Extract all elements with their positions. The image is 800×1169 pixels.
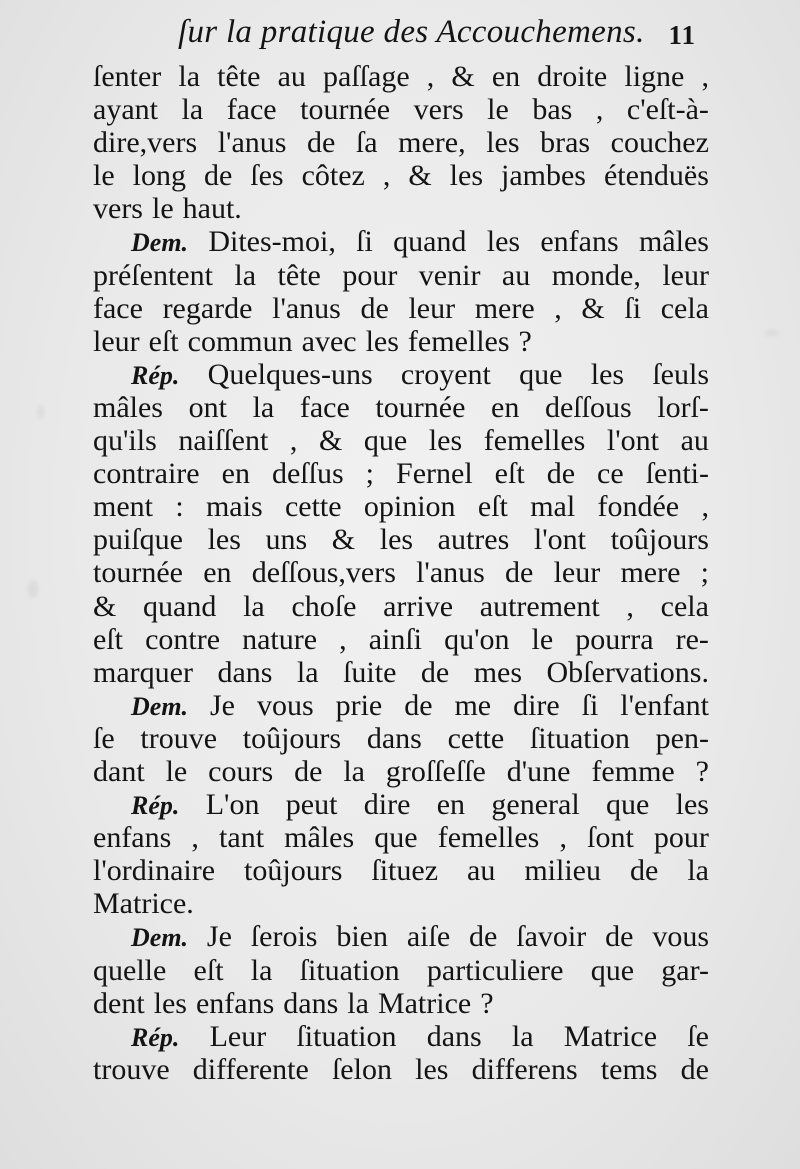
word: cette bbox=[284, 490, 342, 524]
word: dent bbox=[93, 986, 145, 1020]
word: en bbox=[491, 390, 520, 424]
word: préſentent bbox=[93, 258, 213, 292]
word: Matrice bbox=[563, 1019, 658, 1053]
word: Matrice. bbox=[93, 887, 194, 921]
word: Quelques-uns bbox=[207, 357, 373, 391]
word: au bbox=[501, 258, 531, 292]
word: face bbox=[226, 93, 277, 127]
word: dans bbox=[283, 986, 339, 1020]
word: tête bbox=[217, 60, 261, 93]
word: autrement bbox=[479, 589, 600, 623]
paper-spot bbox=[38, 405, 44, 419]
word: , bbox=[626, 589, 634, 623]
word: & bbox=[408, 159, 432, 193]
word: le bbox=[151, 192, 174, 226]
word: croyent bbox=[400, 357, 491, 391]
word: de bbox=[680, 1052, 709, 1086]
word: mâles bbox=[638, 225, 709, 259]
word: : bbox=[175, 490, 184, 524]
word: l'ordinaire bbox=[93, 854, 216, 888]
word: la bbox=[243, 589, 265, 623]
word: deſſous,vers bbox=[251, 556, 396, 590]
word: & bbox=[331, 523, 356, 557]
word: , bbox=[382, 159, 391, 193]
word: la bbox=[687, 854, 709, 888]
word: femelles bbox=[483, 424, 586, 458]
word: mere bbox=[474, 291, 535, 325]
word: leur bbox=[93, 324, 140, 358]
word: peut bbox=[285, 788, 338, 822]
word: & bbox=[581, 291, 605, 325]
word: jambes bbox=[500, 159, 586, 193]
text-line bbox=[93, 1020, 709, 1053]
word: cela bbox=[660, 589, 709, 623]
word: Fernel bbox=[396, 457, 473, 491]
word: , bbox=[191, 821, 199, 855]
word: enfans bbox=[195, 986, 275, 1020]
word: Leur bbox=[209, 1019, 267, 1053]
word: les bbox=[449, 159, 483, 193]
word: que bbox=[363, 424, 408, 458]
word: l'anus bbox=[416, 556, 485, 590]
text-line bbox=[93, 259, 709, 292]
word: ſes bbox=[250, 159, 284, 193]
word: , bbox=[426, 60, 435, 93]
word: , bbox=[559, 821, 567, 855]
word: commun bbox=[187, 324, 293, 358]
word: milieu bbox=[524, 854, 601, 888]
word: la bbox=[343, 754, 365, 788]
word: puiſque bbox=[93, 523, 183, 557]
text-line bbox=[93, 722, 709, 755]
word: en bbox=[221, 457, 250, 491]
word: c'eſt-à- bbox=[626, 93, 709, 127]
word: femme bbox=[591, 754, 675, 788]
word: côtez bbox=[301, 159, 365, 193]
word: , bbox=[701, 60, 709, 93]
word: ſerois bbox=[250, 920, 318, 954]
word: de bbox=[546, 457, 576, 491]
word: mal bbox=[530, 490, 576, 524]
text-line bbox=[93, 159, 709, 192]
word: au bbox=[680, 424, 709, 458]
word: les bbox=[415, 1052, 449, 1086]
word: deſſous bbox=[544, 390, 632, 424]
word: autres bbox=[437, 523, 510, 557]
word: que bbox=[606, 788, 650, 822]
word: contre bbox=[145, 622, 221, 656]
text-line bbox=[93, 225, 709, 258]
word: les bbox=[486, 126, 520, 160]
word: & bbox=[451, 60, 475, 93]
word: de bbox=[294, 754, 323, 788]
word: trouve bbox=[93, 1052, 170, 1086]
word: ſi bbox=[624, 291, 642, 325]
word: le bbox=[93, 159, 115, 193]
word: tournée bbox=[375, 390, 466, 424]
text-line bbox=[93, 126, 709, 159]
word: en bbox=[436, 788, 466, 822]
text-line bbox=[93, 292, 709, 325]
word: ſe bbox=[687, 1019, 709, 1053]
text-body bbox=[93, 60, 709, 1086]
text-line bbox=[93, 854, 709, 887]
word: ment bbox=[93, 490, 153, 524]
word: ſituation bbox=[529, 721, 630, 755]
word: les bbox=[153, 986, 187, 1020]
word: arrive bbox=[383, 589, 454, 623]
word: en bbox=[203, 556, 232, 590]
word: dire bbox=[513, 688, 560, 722]
word: ; bbox=[700, 556, 709, 590]
word: la bbox=[234, 258, 257, 292]
word: eſt bbox=[477, 490, 508, 524]
word: ont bbox=[188, 390, 227, 424]
text-line bbox=[93, 1053, 709, 1086]
word: fondée bbox=[597, 490, 680, 524]
word: Je bbox=[210, 688, 235, 722]
word: eſt bbox=[93, 622, 123, 656]
speaker-label: Dem. bbox=[131, 923, 189, 953]
word: long bbox=[132, 159, 186, 193]
text-line bbox=[93, 523, 709, 556]
word: ſituation bbox=[296, 1019, 397, 1053]
text-line bbox=[93, 755, 709, 788]
word: de bbox=[203, 159, 233, 193]
word: vers bbox=[413, 93, 464, 127]
word: ſavoir bbox=[516, 920, 587, 954]
word: leur bbox=[553, 556, 601, 590]
word: mes bbox=[473, 655, 523, 689]
speaker-label: Dem. bbox=[131, 691, 189, 721]
word: de bbox=[505, 556, 534, 590]
word: bras bbox=[540, 126, 591, 160]
text-line bbox=[93, 358, 709, 391]
word: mâles bbox=[93, 390, 163, 424]
word: cela bbox=[660, 291, 709, 325]
text-line bbox=[93, 623, 709, 656]
word: l'ont bbox=[606, 424, 659, 458]
word: l'anus bbox=[272, 291, 341, 325]
word: d'une bbox=[506, 754, 571, 788]
word: prie bbox=[335, 688, 383, 722]
word: avec bbox=[301, 324, 357, 358]
word: mais bbox=[205, 490, 263, 524]
word: les bbox=[428, 424, 463, 458]
text-line bbox=[93, 788, 709, 821]
word: ſe bbox=[93, 721, 115, 755]
word: bas bbox=[532, 93, 573, 127]
word: aiſe bbox=[406, 920, 451, 954]
text-line bbox=[93, 590, 709, 623]
word: de bbox=[307, 126, 336, 160]
word: quand bbox=[143, 589, 217, 623]
word: ? bbox=[695, 754, 709, 788]
word: contraire bbox=[93, 457, 200, 491]
word: differente bbox=[192, 1052, 309, 1086]
word: les bbox=[486, 225, 521, 259]
word: , bbox=[339, 622, 347, 656]
word: L'on bbox=[205, 788, 260, 822]
word: qu'on bbox=[444, 622, 510, 656]
word: Dites-moi, bbox=[208, 225, 336, 259]
word: femelles bbox=[437, 821, 540, 855]
word: mere bbox=[620, 556, 681, 590]
word: ? bbox=[480, 986, 494, 1020]
word: re- bbox=[675, 622, 709, 656]
word: les bbox=[207, 523, 241, 557]
word: leur bbox=[408, 291, 456, 325]
speaker-label: Rép. bbox=[131, 1022, 180, 1052]
word: la bbox=[178, 60, 201, 93]
word: ligne bbox=[624, 60, 685, 93]
word: eſt bbox=[193, 953, 224, 987]
word: la bbox=[296, 655, 319, 689]
word: regarde bbox=[162, 291, 253, 325]
text-line bbox=[93, 391, 709, 424]
word: paſſage bbox=[323, 60, 410, 93]
word: toûjours bbox=[244, 854, 343, 888]
text-line bbox=[93, 656, 709, 689]
word: naiſſent bbox=[178, 424, 269, 458]
word: ? bbox=[518, 324, 532, 358]
paper-spot bbox=[28, 580, 38, 598]
word: cours bbox=[208, 754, 274, 788]
text-line bbox=[93, 93, 709, 126]
word: de bbox=[630, 854, 659, 888]
word: ayant bbox=[93, 93, 158, 127]
word: la bbox=[511, 1019, 534, 1053]
word: dire,vers bbox=[93, 126, 198, 160]
speaker-label: Rép. bbox=[131, 360, 180, 390]
word: eſt bbox=[494, 457, 525, 491]
word: toûjours bbox=[242, 721, 342, 755]
word: monde, bbox=[551, 258, 641, 292]
speaker-label: Dem. bbox=[131, 228, 189, 258]
word: tant bbox=[219, 821, 265, 855]
text-line bbox=[93, 954, 709, 987]
word: tems bbox=[600, 1052, 658, 1086]
word: étenduës bbox=[603, 159, 709, 193]
text-line bbox=[93, 887, 709, 920]
word: que bbox=[519, 357, 563, 391]
word: ce bbox=[597, 457, 624, 491]
word: ſenti- bbox=[645, 457, 709, 491]
word: leur bbox=[662, 258, 709, 292]
word: pen- bbox=[655, 721, 709, 755]
word: dans bbox=[426, 1019, 482, 1053]
word: au bbox=[277, 60, 306, 93]
word: quand bbox=[393, 225, 467, 259]
word: pour bbox=[342, 258, 398, 292]
word: differens bbox=[471, 1052, 578, 1086]
word: & bbox=[318, 424, 343, 458]
word: dire bbox=[363, 788, 411, 822]
word: & bbox=[93, 589, 117, 623]
paper-spot bbox=[765, 330, 779, 336]
word: de bbox=[605, 920, 634, 954]
running-title: ſur la pratique des Accouchemens. bbox=[178, 14, 645, 50]
word: femelles bbox=[407, 324, 510, 358]
text-line bbox=[93, 556, 709, 589]
text-line bbox=[93, 490, 709, 523]
word: ſenter bbox=[93, 60, 162, 93]
word: dans bbox=[217, 655, 273, 689]
word: que bbox=[374, 821, 418, 855]
word: face bbox=[299, 390, 350, 424]
word: ſeuls bbox=[652, 357, 709, 391]
word: eſt bbox=[148, 324, 179, 358]
word: venir bbox=[418, 258, 481, 292]
word: ſi bbox=[356, 225, 373, 259]
word: le bbox=[487, 93, 509, 127]
word: le bbox=[531, 622, 554, 656]
word: l'ont bbox=[533, 523, 586, 557]
word: ſi bbox=[581, 688, 599, 722]
word: deſſus bbox=[271, 457, 344, 491]
word: dans bbox=[366, 721, 422, 755]
text-line bbox=[93, 325, 709, 358]
word: , bbox=[701, 490, 709, 524]
word: l'enfant bbox=[620, 688, 709, 722]
word: dant bbox=[93, 754, 145, 788]
word: opinion bbox=[363, 490, 456, 524]
word: uns bbox=[265, 523, 308, 557]
word: Je bbox=[206, 920, 232, 954]
word: les bbox=[675, 788, 709, 822]
word: quelle bbox=[93, 953, 167, 987]
page-number: 11 bbox=[668, 20, 696, 50]
word: mere, bbox=[398, 126, 466, 160]
word: particuliere bbox=[426, 953, 564, 987]
word: le bbox=[165, 754, 188, 788]
word: droite bbox=[537, 60, 608, 93]
word: la bbox=[252, 390, 275, 424]
word: pour bbox=[653, 821, 709, 855]
word: ſuite bbox=[343, 655, 397, 689]
word: de bbox=[360, 291, 389, 325]
word: les bbox=[379, 523, 414, 557]
word: toûjours bbox=[610, 523, 709, 557]
page-header bbox=[0, 0, 800, 66]
word: nature bbox=[242, 622, 318, 656]
word: face bbox=[93, 291, 143, 325]
word: trouve bbox=[140, 721, 218, 755]
word: l'anus bbox=[217, 126, 287, 160]
word: que bbox=[590, 953, 635, 987]
word: tournée bbox=[93, 556, 183, 590]
word: ſituation bbox=[299, 953, 400, 987]
word: la bbox=[181, 93, 204, 127]
word: vous bbox=[652, 920, 709, 954]
word: ſelon bbox=[331, 1052, 392, 1086]
word: groſſeſſe bbox=[385, 754, 486, 788]
text-line bbox=[93, 60, 709, 93]
word: marquer bbox=[93, 655, 193, 689]
word: Matrice bbox=[377, 986, 472, 1020]
word: les bbox=[590, 357, 625, 391]
word: couchez bbox=[610, 126, 709, 160]
word: ſa bbox=[355, 126, 378, 160]
word: gar- bbox=[661, 953, 709, 987]
text-line bbox=[93, 689, 709, 722]
word: ſituez bbox=[371, 854, 439, 888]
word: en bbox=[491, 60, 521, 93]
speaker-label: Rép. bbox=[131, 791, 180, 821]
word: haut. bbox=[182, 192, 242, 226]
word: ſont bbox=[587, 821, 634, 855]
word: la bbox=[347, 986, 369, 1020]
word: choſe bbox=[291, 589, 357, 623]
word: de bbox=[404, 688, 433, 722]
word: pourra bbox=[575, 622, 654, 656]
text-line bbox=[93, 457, 709, 490]
word: de bbox=[420, 655, 450, 689]
word: lorſ- bbox=[657, 390, 709, 424]
word: , bbox=[289, 424, 298, 458]
word: tournée bbox=[300, 93, 391, 127]
word: general bbox=[491, 788, 580, 822]
text-line bbox=[93, 424, 709, 457]
word: au bbox=[467, 854, 496, 888]
word: , bbox=[595, 93, 604, 127]
text-line bbox=[93, 920, 709, 953]
word: la bbox=[250, 953, 273, 987]
word: qu'ils bbox=[93, 424, 157, 458]
word: Obſervations. bbox=[546, 655, 709, 689]
text-line bbox=[93, 192, 709, 225]
word: enfans bbox=[540, 225, 619, 259]
word: me bbox=[454, 688, 492, 722]
text-line bbox=[93, 987, 709, 1020]
word: vers bbox=[93, 192, 143, 226]
text-line bbox=[93, 821, 709, 854]
word: vous bbox=[256, 688, 314, 722]
word: ainſi bbox=[368, 622, 423, 656]
word: cette bbox=[447, 721, 505, 755]
word: tête bbox=[277, 258, 321, 292]
word: les bbox=[365, 324, 399, 358]
word: enfans bbox=[93, 821, 172, 855]
word: de bbox=[469, 920, 498, 954]
word: ; bbox=[365, 457, 374, 491]
word: mâles bbox=[284, 821, 355, 855]
word: , bbox=[554, 291, 562, 325]
word: bien bbox=[336, 920, 388, 954]
